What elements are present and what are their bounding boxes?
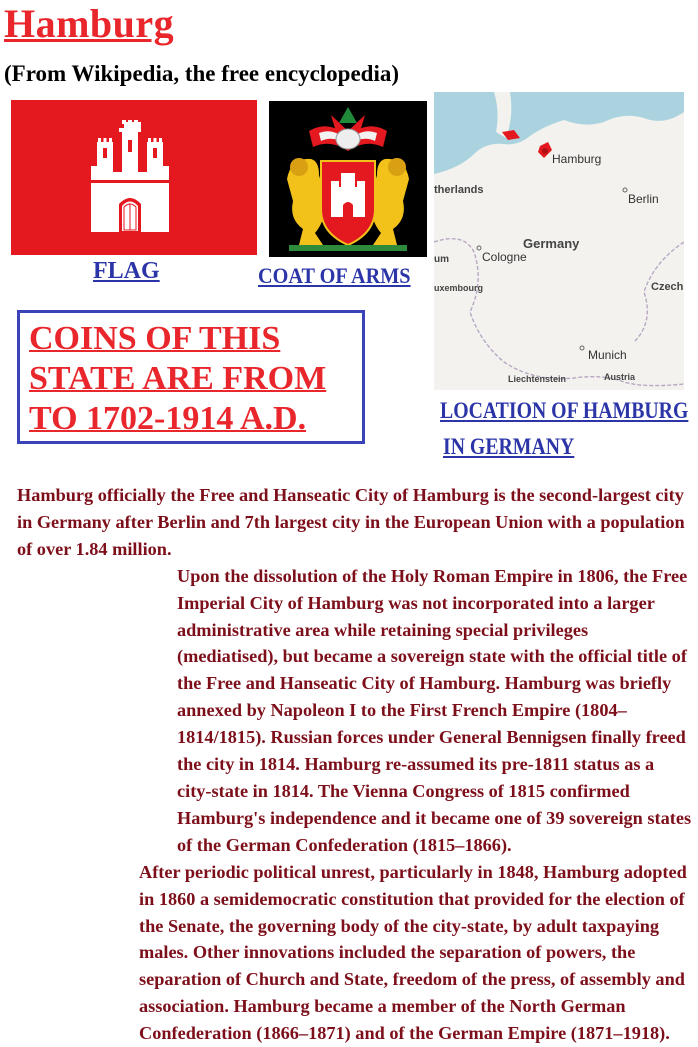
- page-subtitle: (From Wikipedia, the free encyclopedia): [4, 61, 400, 86]
- article-paragraph-1: Hamburg officially the Free and Hanseatic City of Hamburg is the second-largest city in Germany after Berlin and 7th largest city in the European Union with a population of over 1.84 million.: [17, 485, 685, 559]
- hamburg-flag-image: [11, 100, 257, 255]
- coins-notice-box: [17, 310, 365, 444]
- map-label-munich: Munich: [588, 348, 627, 362]
- coat-of-arms-caption[interactable]: COAT OF ARMS: [258, 263, 411, 288]
- location-caption-line-1[interactable]: LOCATION OF HAMBURG: [440, 398, 689, 423]
- coins-notice-text: [29, 319, 326, 439]
- map-label-austria: Austria: [604, 372, 636, 382]
- map-label-luxembourg: uxembourg: [434, 283, 484, 293]
- coins-notice-line-1: COINS OF THIS: [29, 320, 281, 357]
- map-label-liechtenstein: Liechtenstein: [508, 374, 567, 384]
- location-map[interactable]: [434, 92, 684, 390]
- coat-of-arms-image: [269, 101, 427, 257]
- article-paragraph-3: After periodic political unrest, particularly in 1848, Hamburg adopted in 1860 a semidemocratic constitution that provided for the election of the Senate, the governing body of the city-state, by adult taxpaying males. Other innovations included the separation of powers, the separation of Church and State, freedom of the press, of assembly and association. Hamburg became a member of the North German Confederation (1866–1871) and of the German Empire (1871–1918).: [139, 861, 687, 1044]
- map-label-cologne: Cologne: [482, 250, 527, 264]
- map-label-netherlands: therlands: [434, 184, 484, 196]
- article-body: [17, 482, 692, 1047]
- map-label-czech: Czech: [651, 281, 684, 293]
- coins-notice-line-2: STATE ARE FROM: [29, 360, 327, 397]
- map-label-berlin: Berlin: [628, 192, 659, 206]
- article-paragraph-2: Upon the dissolution of the Holy Roman Empire in 1806, the Free Imperial City of Hamburg was not incorporated into a larger administrative area while retaining special privileges (mediatised), but became a sovereign state with the official title of the Free and Hanseatic City of Hamburg. Hamburg was briefly annexed by Napoleon I to the First French Empire (1804–1814/1815). Russian forces under General Bennigsen finally freed the city in 1814. Hamburg re-assumed its pre-1811 status as a city-state in 1814. The Vienna Congress of 1815 confirmed Hamburg's independence and it became one of 39 sovereign states of the German Confederation (1815–1866).: [177, 565, 692, 855]
- location-caption-line-2[interactable]: IN GERMANY: [443, 434, 575, 459]
- map-label-hamburg: Hamburg: [552, 152, 602, 166]
- map-label-germany: Germany: [523, 236, 580, 251]
- flag-caption[interactable]: FLAG: [93, 258, 160, 284]
- coins-notice-line-3: TO 1702-1914 A.D.: [29, 400, 307, 437]
- map-label-belgium-fragment: um: [434, 254, 449, 265]
- page-title: Hamburg: [4, 1, 175, 46]
